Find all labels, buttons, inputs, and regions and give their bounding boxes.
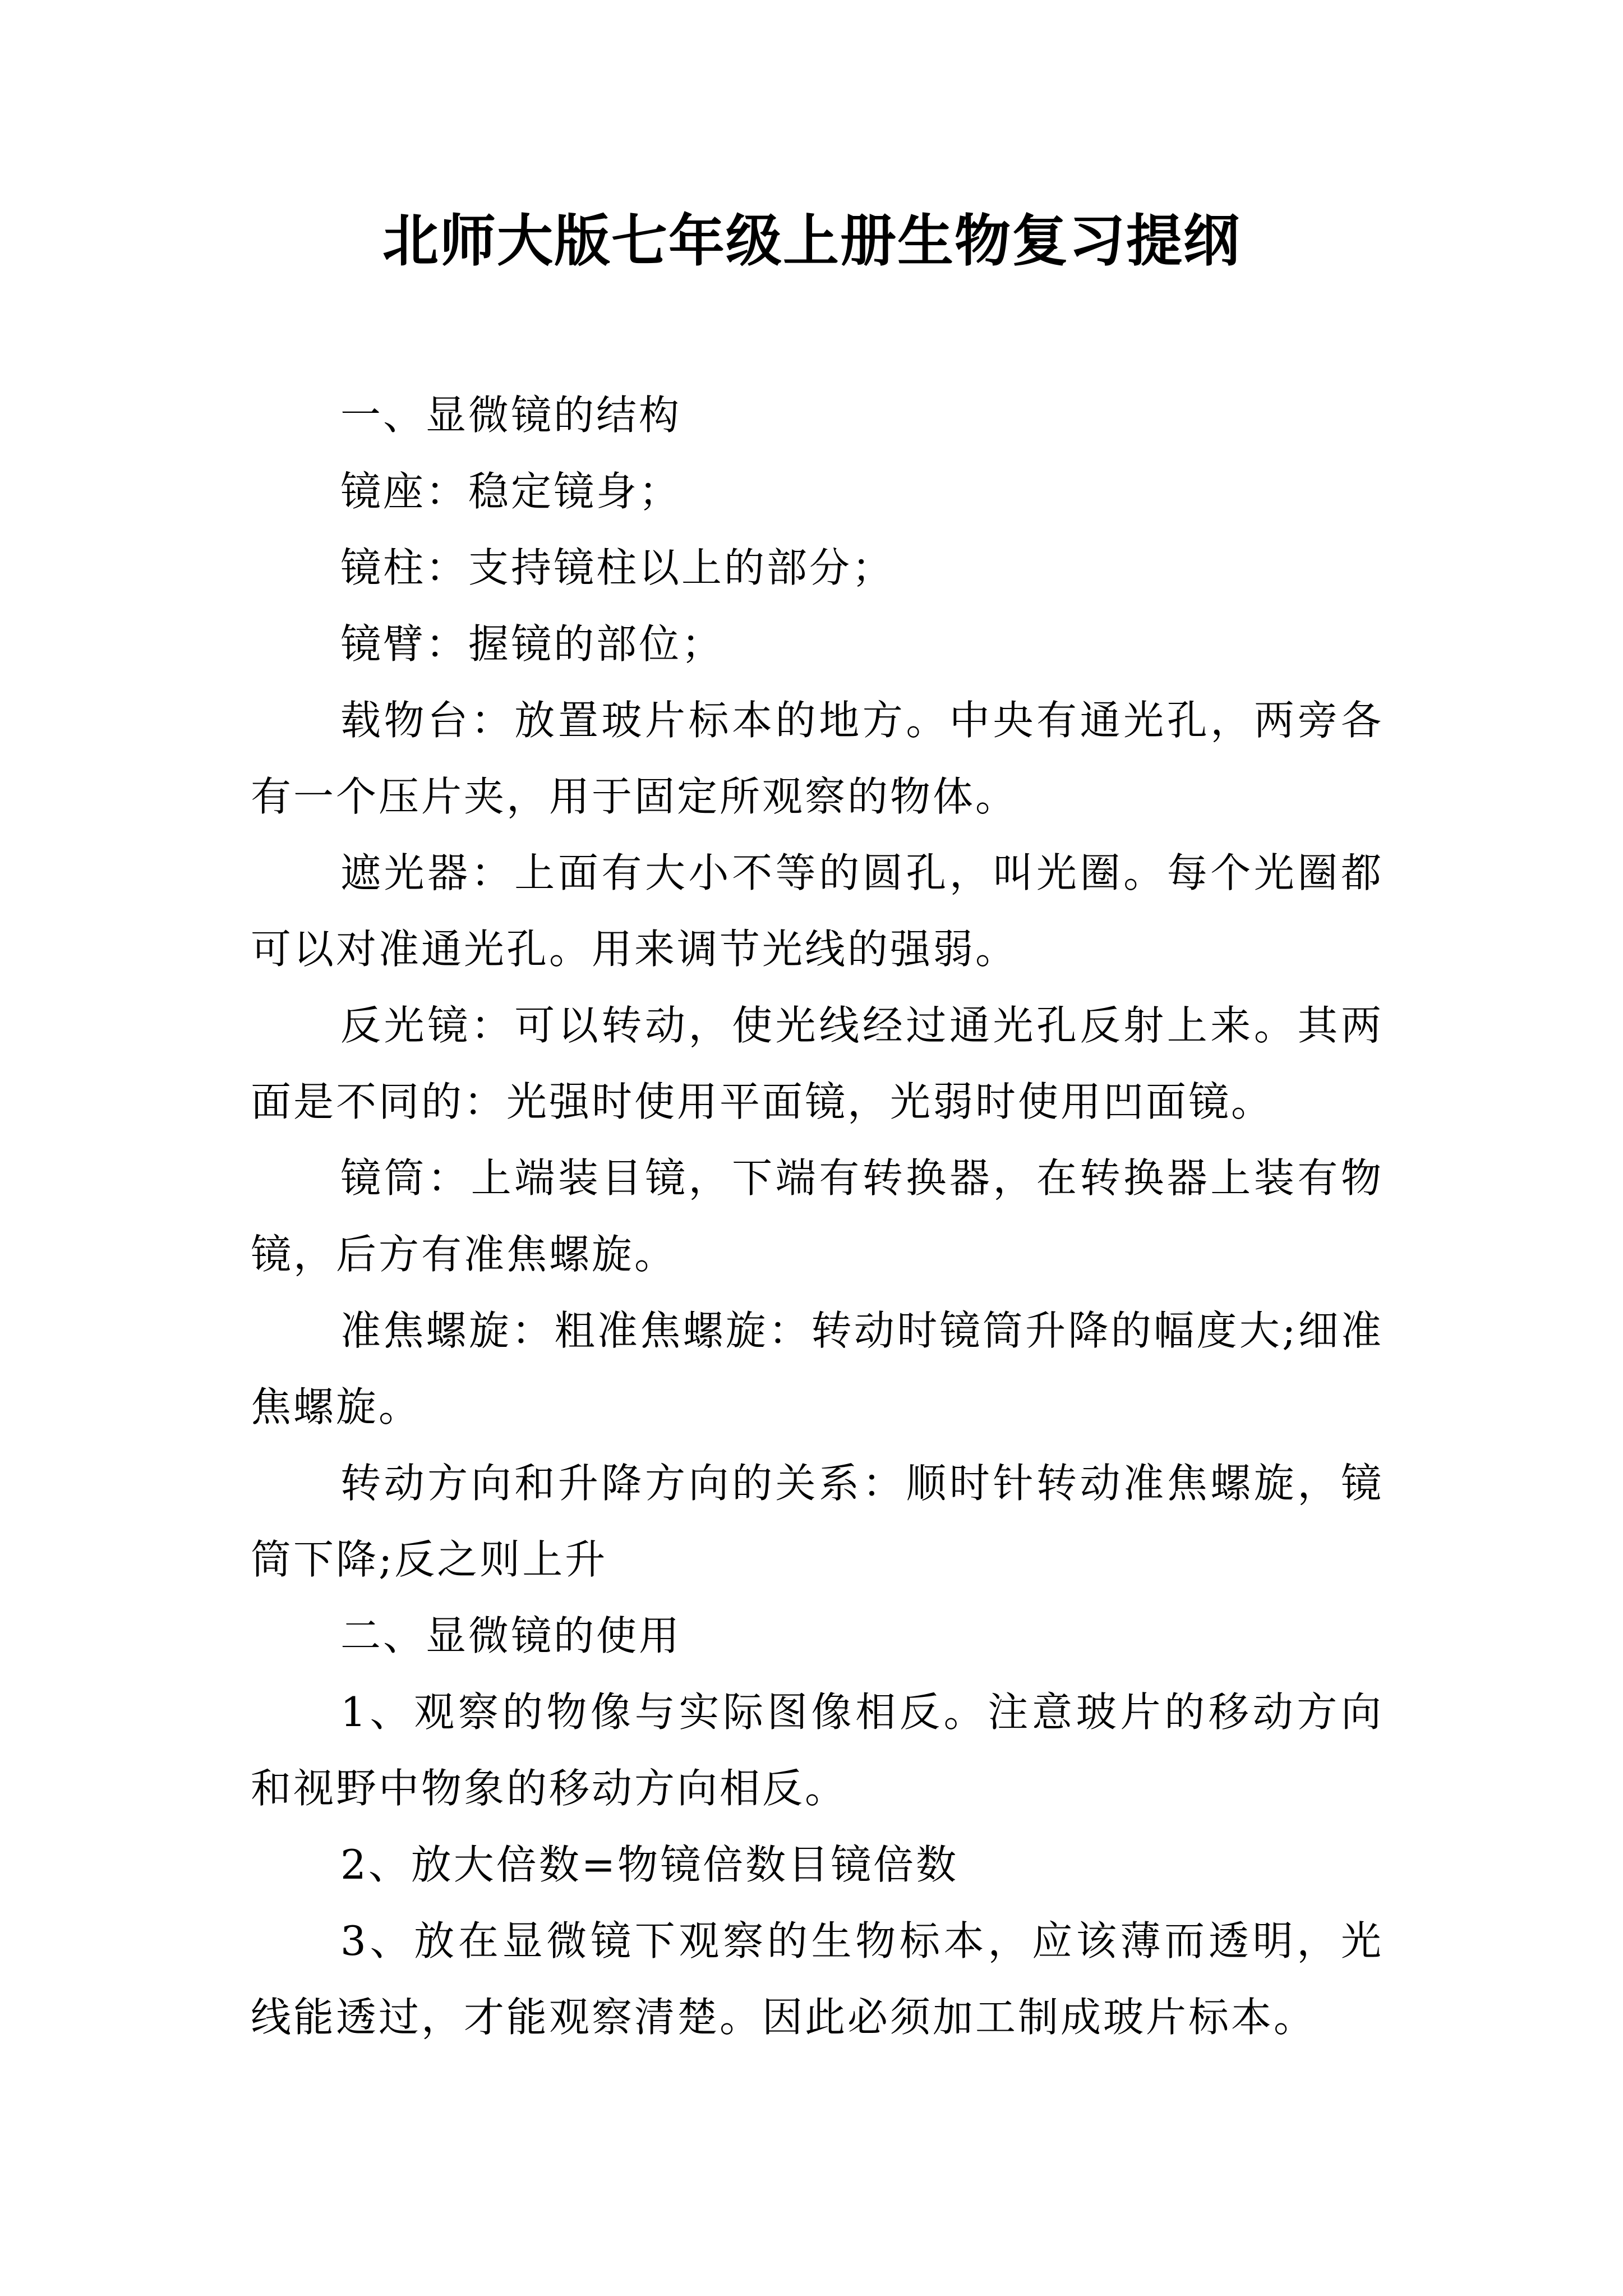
paragraph: 遮光器：上面有大小不等的圆孔，叫光圈。每个光圈都可以对准通光孔。用来调节光线的强弱。 [251, 849, 1384, 973]
paragraph: 准焦螺旋：粗准焦螺旋：转动时镜筒升降的幅度大;细准焦螺旋。 [251, 1307, 1384, 1430]
paragraph: 反光镜：可以转动，使光线经过通光孔反射上来。其两面是不同的：光强时使用平面镜，光弱时使用凹面镜。 [251, 1002, 1384, 1125]
paragraph: 转动方向和升降方向的关系：顺时针转动准焦螺旋，镜筒下降;反之则上升 [251, 1460, 1384, 1583]
paragraph: 载物台：放置玻片标本的地方。中央有通光孔，两旁各有一个压片夹，用于固定所观察的物体。 [251, 697, 1384, 820]
paragraph: 镜座：稳定镜身； [340, 468, 682, 515]
paragraph: 2、放大倍数=物镜倍数目镜倍数 [340, 1841, 959, 1888]
paragraph: 1、观察的物像与实际图像相反。注意玻片的移动方向和视野中物象的移动方向相反。 [251, 1688, 1384, 1812]
section-heading: 一、显微镜的结构 [340, 392, 682, 439]
paragraph: 镜臂：握镜的部位； [340, 620, 725, 668]
paragraph: 镜筒：上端装目镜，下端有转换器，在转换器上装有物镜，后方有准焦螺旋。 [251, 1154, 1384, 1278]
document-title: 北师大版七年级上册生物复习提纲 [382, 208, 1241, 274]
section-heading: 二、显微镜的使用 [340, 1612, 682, 1659]
paragraph: 3、放在显微镜下观察的生物标本，应该薄而透明，光线能透过，才能观察清楚。因此必须加工制成玻片标本。 [251, 1917, 1384, 2041]
paragraph: 镜柱：支持镜柱以上的部分； [340, 544, 895, 591]
document-body [251, 377, 1384, 2055]
